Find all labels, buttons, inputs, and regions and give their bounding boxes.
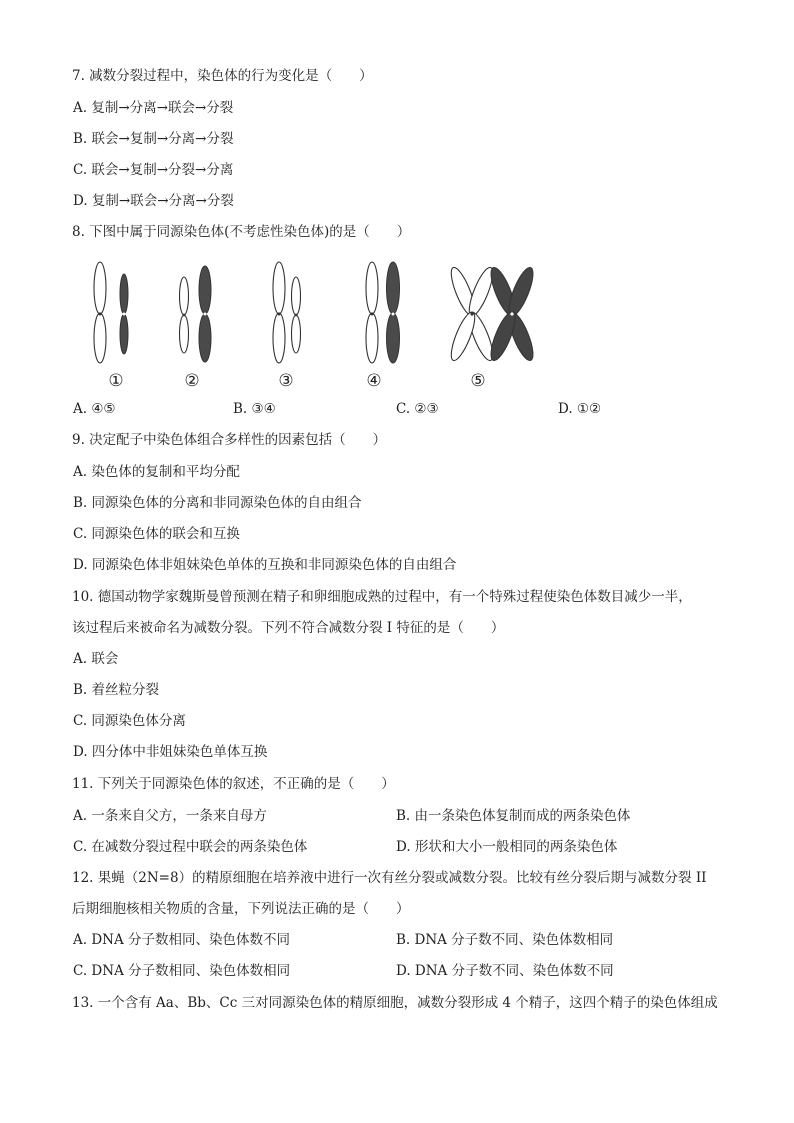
- q7-option-c: C. 联会→复制→分裂→分离: [73, 162, 234, 178]
- q7-stem: 7. 减数分裂过程中，染色体的行为变化是（ ）: [72, 68, 373, 84]
- q10-option-b: B. 着丝粒分裂: [73, 682, 160, 698]
- q10-option-a: A. 联会: [73, 651, 119, 667]
- q8-option-d: D. ①②: [558, 401, 602, 417]
- figure-label-3: ③: [278, 371, 294, 391]
- q8-option-b: B. ③④: [233, 401, 276, 417]
- q9-option-c: C. 同源染色体的联会和互换: [73, 526, 240, 542]
- q11-option-c: C. 在减数分裂过程中联会的两条染色体: [73, 839, 308, 855]
- q12-option-b: B. DNA 分子数不同、染色体数相同: [396, 932, 614, 948]
- q11-option-d: D. 形状和大小一般相同的两条染色体: [396, 839, 618, 855]
- q10-stem-line1: 10. 德国动物学家魏斯曼曾预测在精子和卵细胞成熟的过程中，有一个特殊过程使染色体数目减少一半，: [72, 589, 692, 605]
- q12-stem-line1: 12. 果蝇（2N=8）的精原细胞在培养液中进行一次有丝分裂或减数分裂。比较有丝分裂后期与减数分裂 II: [72, 870, 707, 886]
- chromosome-pair-4: [366, 262, 400, 363]
- chromosome-pair-5: [447, 265, 538, 363]
- q12-stem-line2: 后期细胞核相关物质的含量，下列说法正确的是（ ）: [72, 901, 410, 917]
- figure-label-5: ⑤: [470, 371, 486, 391]
- q8-option-c: C. ②③: [396, 401, 439, 417]
- q7-option-b: B. 联会→复制→分离→分裂: [73, 131, 234, 147]
- q13-stem: 13. 一个含有 Aa、Bb、Cc 三对同源染色体的精原细胞，减数分裂形成 4 个精子，这四个精子的染色体组成: [72, 995, 718, 1011]
- figure-label-1: ①: [108, 371, 124, 391]
- figure-label-4: ④: [366, 371, 382, 391]
- q9-stem: 9. 决定配子中染色体组合多样性的因素包括（ ）: [72, 432, 387, 448]
- q11-stem: 11. 下列关于同源染色体的叙述，不正确的是（ ）: [72, 776, 395, 792]
- chromosome-pair-2: [180, 266, 212, 362]
- q12-option-d: D. DNA 分子数不同、染色体数不同: [396, 963, 614, 979]
- q7-option-d: D. 复制→联会→分离→分裂: [73, 193, 234, 209]
- q11-option-b: B. 由一条染色体复制而成的两条染色体: [396, 808, 631, 824]
- q9-option-b: B. 同源染色体的分离和非同源染色体的自由组合: [73, 495, 362, 511]
- q10-option-d: D. 四分体中非姐妹染色单体互换: [73, 744, 268, 760]
- q12-option-c: C. DNA 分子数相同、染色体数相同: [73, 963, 291, 979]
- chromosome-figure: [84, 256, 554, 391]
- q8-option-a: A. ④⑤: [73, 401, 116, 417]
- q9-option-d: D. 同源染色体非姐妹染色单体的互换和非同源染色体的自由组合: [73, 557, 457, 573]
- chromosome-pair-3: [273, 262, 301, 363]
- q9-option-a: A. 染色体的复制和平均分配: [73, 464, 240, 480]
- figure-label-2: ②: [184, 371, 200, 391]
- q11-option-a: A. 一条来自父方，一条来自母方: [73, 808, 267, 824]
- q10-option-c: C. 同源染色体分离: [73, 713, 186, 729]
- q12-option-a: A. DNA 分子数相同、染色体数不同: [73, 932, 291, 948]
- q7-option-a: A. 复制→分离→联会→分裂: [73, 100, 234, 116]
- q10-stem-line2: 该过程后来被命名为减数分裂。下列不符合减数分裂 I 特征的是（ ）: [72, 620, 505, 636]
- q8-stem: 8. 下图中属于同源染色体(不考虑性染色体)的是（ ）: [72, 224, 411, 240]
- chromosome-pair-1: [94, 262, 128, 363]
